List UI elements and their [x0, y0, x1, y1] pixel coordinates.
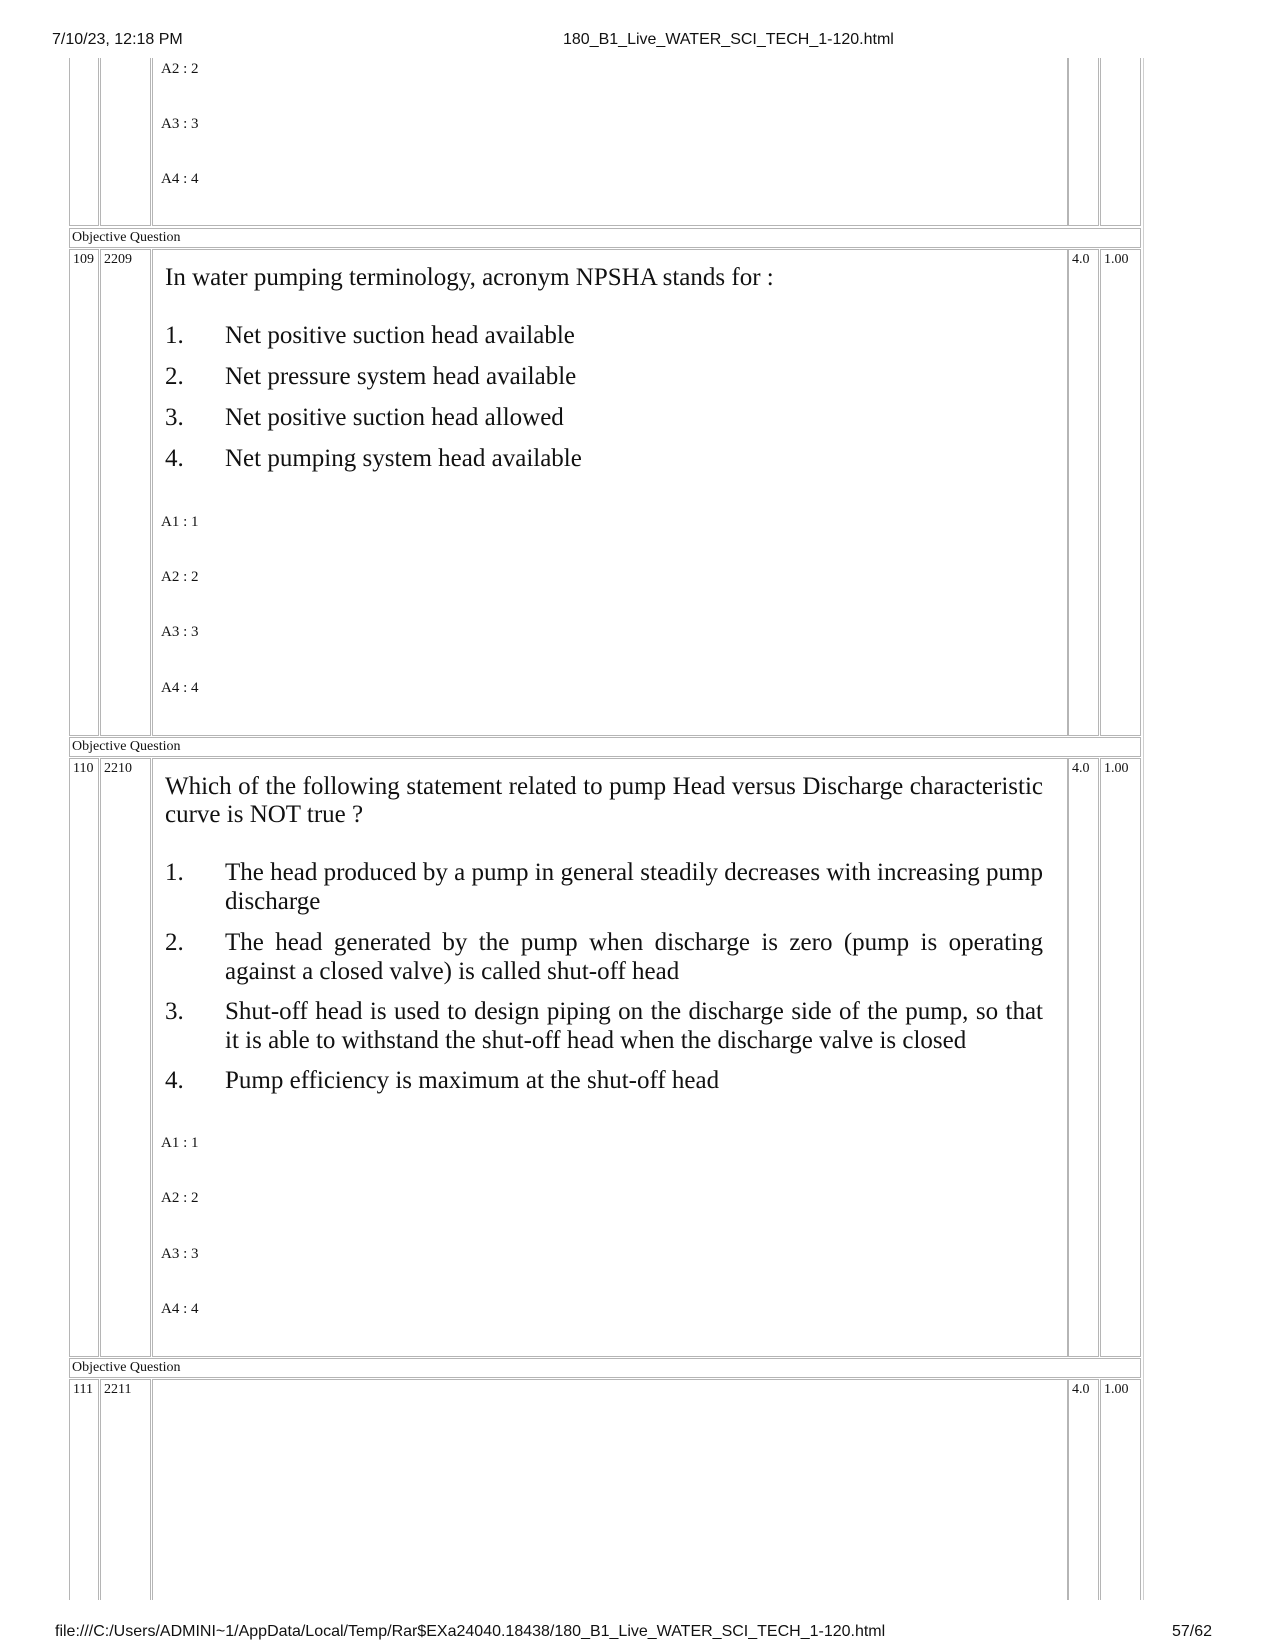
answer-option: A4 : 4 — [161, 1301, 199, 1317]
option-number: 1. — [165, 322, 184, 349]
option-number: 2. — [165, 363, 184, 390]
option-text: Net positive suction head allowed — [225, 404, 564, 431]
question-table — [69, 58, 1207, 1600]
serial-number: 110 — [73, 761, 94, 776]
negative-marks-value: 1.00 — [1104, 761, 1129, 776]
option-text: Pump efficiency is maximum at the shut-off head — [225, 1067, 720, 1094]
option-number: 3. — [165, 998, 184, 1025]
option-text: Net positive suction head available — [225, 322, 575, 349]
answer-option: A1 : 1 — [161, 514, 199, 530]
answer-option: A3 : 3 — [161, 116, 199, 132]
answer-option: A2 : 2 — [161, 61, 199, 77]
question-type-label: Objective Question — [72, 739, 181, 754]
answer-option: A3 : 3 — [161, 624, 199, 640]
question-text: Which of the following statement related to pump Head versus Discharge characteristic curve is NOT true ? — [165, 773, 1043, 828]
print-page-number: 57/62 — [1172, 1623, 1213, 1640]
answer-option: A2 : 2 — [161, 569, 199, 585]
answer-option: A4 : 4 — [161, 171, 199, 187]
answer-option: A3 : 3 — [161, 1246, 199, 1262]
marks-value: 4.0 — [1072, 1382, 1090, 1397]
answer-option: A1 : 1 — [161, 1135, 199, 1151]
question-id: 2210 — [104, 761, 132, 776]
option-text: Net pumping system head available — [225, 445, 582, 472]
answer-option: A2 : 2 — [161, 1190, 199, 1206]
question-type-label: Objective Question — [72, 230, 181, 245]
table-outer-border — [69, 58, 1144, 1600]
marks-value: 4.0 — [1072, 761, 1090, 776]
negative-marks-value: 1.00 — [1104, 1382, 1129, 1397]
option-number: 4. — [165, 445, 184, 472]
marks-value: 4.0 — [1072, 252, 1090, 267]
option-number: 2. — [165, 929, 184, 956]
option-number: 3. — [165, 404, 184, 431]
option-number: 4. — [165, 1067, 184, 1094]
option-text: Shut-off head is used to design piping on the discharge side of the pump, so that it is able to withstand the shut-off head when the discharge valve is closed — [225, 998, 1043, 1054]
print-file-path: file:///C:/Users/ADMINI~1/AppData/Local/Temp/Rar$EXa24040.18438/180_B1_Live_WATER_SCI_TECH_1-120.html — [55, 1623, 886, 1640]
negative-marks-value: 1.00 — [1104, 252, 1129, 267]
print-doc-title: 180_B1_Live_WATER_SCI_TECH_1-120.html — [563, 31, 894, 48]
question-id: 2211 — [104, 1382, 132, 1397]
option-text: Net pressure system head available — [225, 363, 577, 390]
question-id: 2209 — [104, 252, 132, 267]
print-datetime: 7/10/23, 12:18 PM — [52, 31, 183, 48]
serial-number: 111 — [73, 1382, 93, 1397]
serial-number: 109 — [73, 252, 94, 267]
option-number: 1. — [165, 859, 184, 886]
answer-option: A4 : 4 — [161, 680, 199, 696]
question-text: In water pumping terminology, acronym NPSHA stands for : — [165, 264, 774, 291]
option-text: The head produced by a pump in general steadily decreases with increasing pump discharge — [225, 859, 1043, 915]
option-text: The head generated by the pump when discharge is zero (pump is operating against a closed valve) is called shut-off head — [225, 929, 1043, 985]
question-type-label: Objective Question — [72, 1360, 181, 1375]
